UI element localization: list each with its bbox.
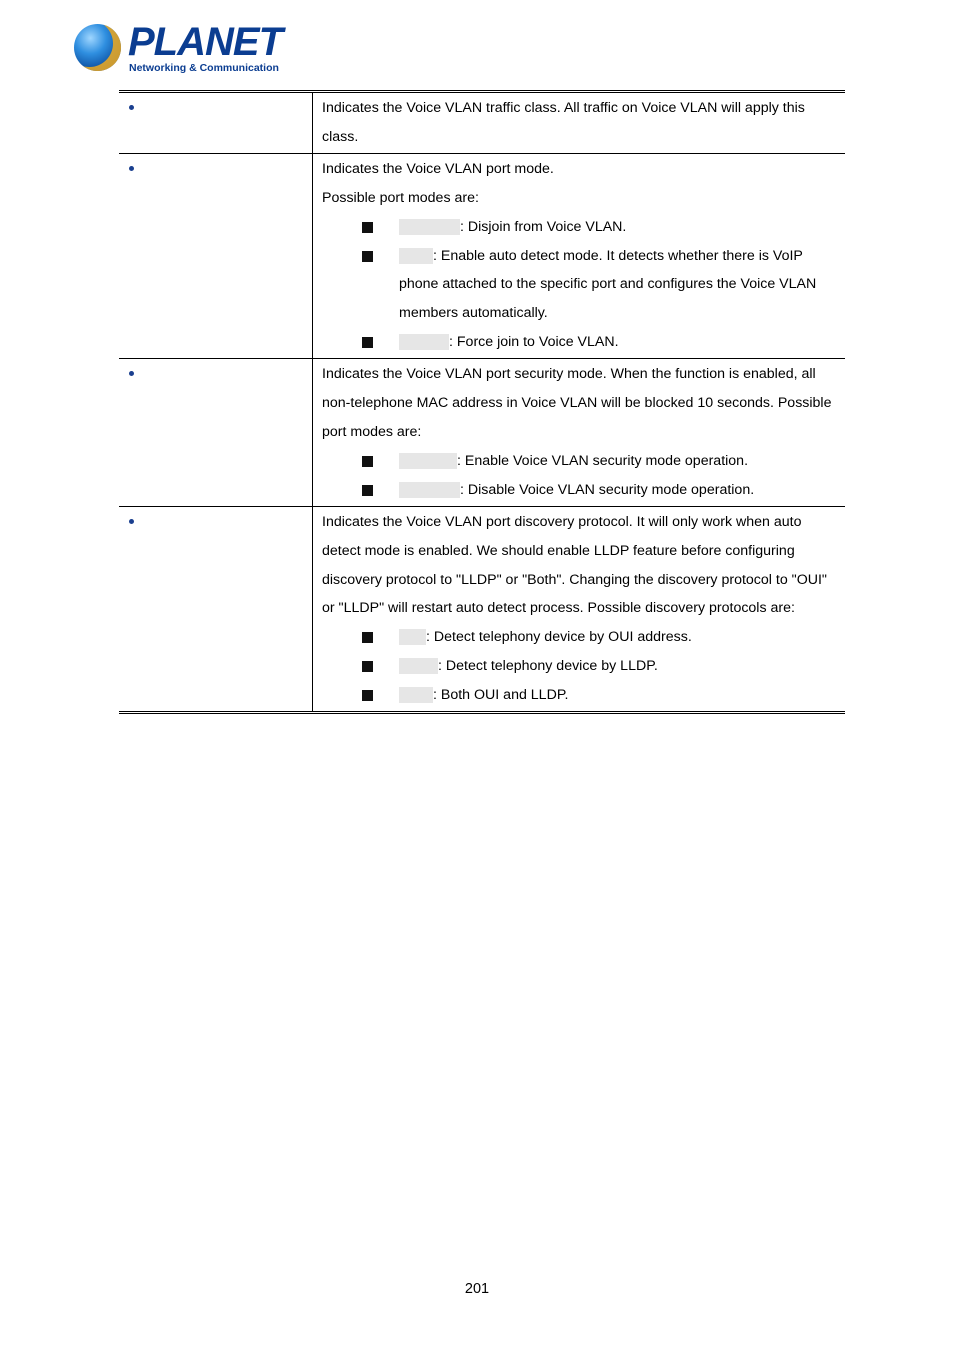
description-line: non-telephone MAC address in Voice VLAN will be blocked 10 seconds. Possible [322, 395, 832, 412]
option-item [322, 447, 845, 476]
option-name-placeholder [399, 453, 457, 469]
option-text-continuation: members automatically. [399, 305, 548, 322]
description-line: Indicates the Voice VLAN port security mode. When the function is enabled, all [322, 366, 816, 383]
parameter-label-cell [119, 153, 313, 358]
description-line: class. [322, 128, 359, 145]
square-bullet-icon [362, 632, 373, 643]
square-bullet-icon [362, 222, 373, 233]
option-item [322, 623, 845, 652]
option-item [322, 242, 845, 329]
parameter-description-cell [313, 92, 846, 154]
option-name-placeholder [399, 658, 438, 674]
option-item [322, 476, 845, 505]
option-item [322, 213, 845, 242]
square-bullet-icon [362, 456, 373, 467]
brand-tagline: Networking & Communication [129, 62, 279, 74]
bullet-icon [129, 105, 134, 110]
description-line: Possible port modes are: [322, 189, 479, 206]
parameter-description-cell [313, 359, 846, 507]
bullet-icon [129, 371, 134, 376]
option-item [322, 681, 845, 710]
parameter-description-cell [313, 153, 846, 358]
parameter-label-cell [119, 359, 313, 507]
option-name-placeholder [399, 219, 460, 235]
option-name-placeholder [399, 482, 460, 498]
option-name-placeholder [399, 629, 426, 645]
option-item [322, 328, 845, 357]
page-number: 201 [464, 1281, 490, 1297]
option-text: : Both OUI and LLDP. [433, 687, 569, 704]
option-text: : Force join to Voice VLAN. [449, 334, 619, 351]
description-line: Indicates the Voice VLAN traffic class. All traffic on Voice VLAN will apply this [322, 100, 805, 116]
description-line: Indicates the Voice VLAN port discovery protocol. It will only work when auto [322, 513, 802, 530]
planet-logo [72, 20, 282, 78]
description-line: discovery protocol to "LLDP" or "Both". Changing the discovery protocol to "OUI" [322, 571, 827, 588]
option-name-placeholder [399, 687, 433, 703]
description-line: port modes are: [322, 423, 422, 440]
square-bullet-icon [362, 251, 373, 262]
option-text: : Disable Voice VLAN security mode operation. [460, 481, 755, 498]
option-text: : Detect telephony device by OUI address. [426, 629, 692, 646]
square-bullet-icon [362, 337, 373, 348]
bullet-icon [129, 166, 134, 171]
square-bullet-icon [362, 690, 373, 701]
brand-name: PLANET [128, 20, 282, 64]
option-item [322, 652, 845, 681]
description-line: or "LLDP" will restart auto detect process. Possible discovery protocols are: [322, 600, 795, 617]
globe-logo-icon [74, 24, 121, 71]
square-bullet-icon [362, 661, 373, 672]
option-text: : Detect telephony device by LLDP. [438, 658, 658, 675]
parameter-table [119, 90, 845, 714]
table-row [119, 153, 845, 358]
description-line: detect mode is enabled. We should enable LLDP feature before configuring [322, 542, 795, 559]
option-name-placeholder [399, 248, 433, 264]
parameter-description-cell [313, 506, 846, 712]
option-text-continuation: phone attached to the specific port and configures the Voice VLAN [399, 276, 817, 293]
table-row [119, 359, 845, 507]
option-text: : Enable Voice VLAN security mode operation. [457, 452, 749, 469]
table-row [119, 92, 845, 154]
table-row [119, 506, 845, 712]
description-line: Indicates the Voice VLAN port mode. [322, 160, 554, 177]
option-text: : Disjoin from Voice VLAN. [460, 218, 627, 235]
option-name-placeholder [399, 334, 449, 350]
square-bullet-icon [362, 485, 373, 496]
parameter-label-cell [119, 92, 313, 154]
parameter-label-cell [119, 506, 313, 712]
bullet-icon [129, 519, 134, 524]
option-text: : Enable auto detect mode. It detects whether there is VoIP [433, 247, 803, 264]
